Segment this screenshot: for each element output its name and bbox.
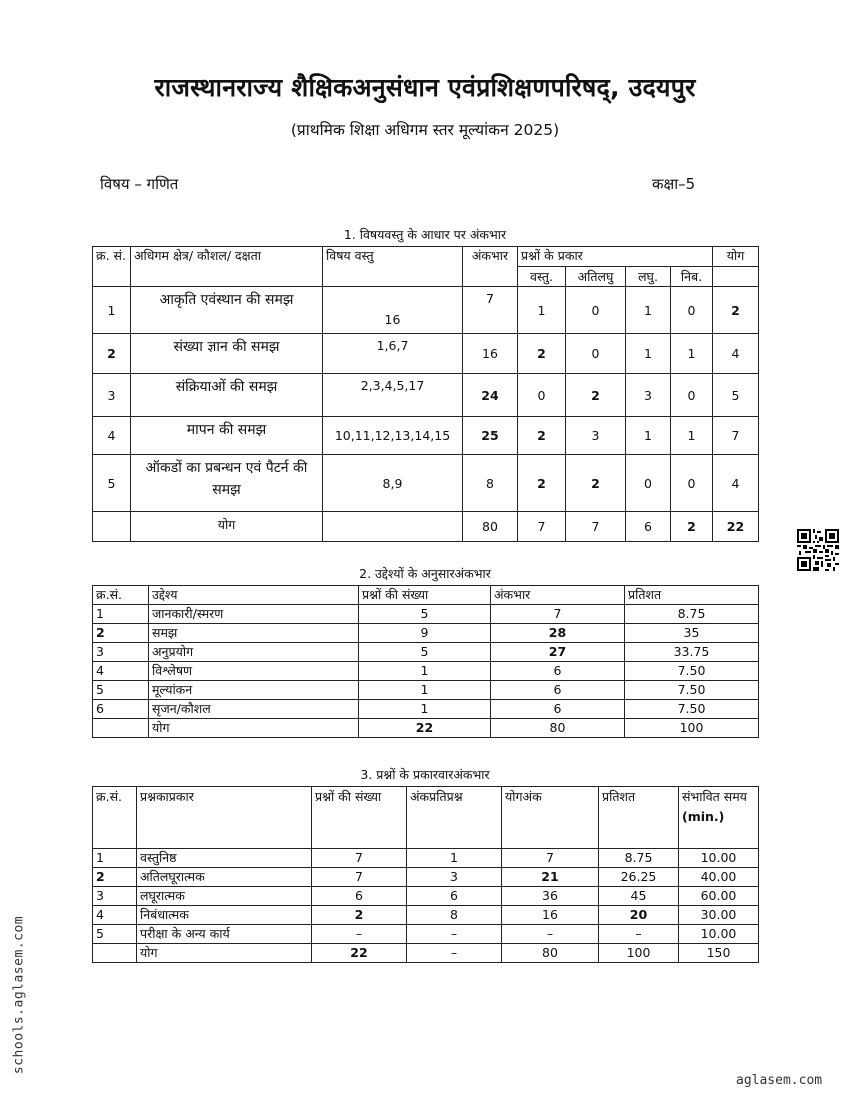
header-count: प्रश्नों की संख्या: [312, 787, 407, 849]
table-row: 4 निबंधात्मक 2 8 16 20 30.00: [93, 906, 759, 925]
table-objective-weightage: [92, 585, 759, 738]
table-question-type-weightage: [92, 786, 759, 963]
table-row: 4 विश्लेषण 1 6 7.50: [93, 662, 759, 681]
table3-caption: 3. प्रश्नों के प्रकारवारअंकभार: [360, 767, 490, 782]
header-obj: वस्तु.: [518, 267, 566, 287]
page-subtitle: (प्राथमिक शिक्षा अधिगम स्तर मूल्यांकन 2025): [290, 121, 560, 139]
table-row: 5 परीक्षा के अन्य कार्य – – – – 10.00: [93, 925, 759, 944]
table-row: 3 संक्रियाओं की समझ 2,3,4,5,17 24 0 2 3 0 5: [93, 374, 759, 417]
header-marks: योगअंक: [502, 787, 599, 849]
table-row: 6 सृजन/कौशल 1 6 7.50: [93, 700, 759, 719]
table-total-row: योग 80 7 7 6 2 22: [93, 512, 759, 542]
qr-code-icon[interactable]: [797, 529, 839, 571]
table-row: 5 मूल्यांकन 1 6 7.50: [93, 681, 759, 700]
header-content: विषय वस्तु: [323, 247, 463, 287]
table-content-weightage: [92, 246, 759, 542]
header-qtypes: प्रश्नों के प्रकार: [518, 247, 713, 267]
table-row: 2 अतिलघूरात्मक 7 3 21 26.25 40.00: [93, 868, 759, 887]
table2-caption: 2. उद्देश्यों के अनुसारअंकभार: [359, 566, 491, 581]
table-row: 1 आकृति एवंस्थान की समझ 16 7 1 0 1 0 2: [93, 287, 759, 334]
table-total-row: योग 22 – 80 100 150: [93, 944, 759, 963]
header-questions: प्रश्नों की संख्या: [359, 586, 491, 605]
page-title: राजस्थानराज्य शैक्षिकअनुसंधान एवंप्रशिक्षणपरिषद्, उदयपुर: [154, 73, 696, 102]
side-watermark: schools.aglasem.com: [11, 915, 27, 1075]
header-total: योग: [713, 247, 759, 267]
header-sno: क्र.सं.: [93, 787, 137, 849]
header-sno: क्र. सं.: [93, 247, 131, 287]
header-objective: उद्देश्य: [149, 586, 359, 605]
header-per: अंकप्रतिप्रश्न: [407, 787, 502, 849]
table-row: 3 लघूरात्मक 6 6 36 45 60.00: [93, 887, 759, 906]
header-time: संभावित समय: [682, 789, 747, 804]
header-marks: अंकभार: [491, 586, 625, 605]
table1-caption: 1. विषयवस्तु के आधार पर अंकभार: [343, 227, 507, 242]
table-total-row: योग 22 80 100: [93, 719, 759, 738]
class-label: कक्षा–5: [652, 175, 696, 193]
header-marks: अंकभार: [463, 247, 518, 287]
table-row: 4 मापन की समझ 10,11,12,13,14,15 25 2 3 1 1 7: [93, 417, 759, 455]
table-row: 2 समझ 9 28 35: [93, 624, 759, 643]
bottom-watermark: aglasem.com: [736, 1073, 823, 1088]
table-row: 1 वस्तुनिष्ठ 7 1 7 8.75 10.00: [93, 849, 759, 868]
header-essay: निब.: [671, 267, 713, 287]
table-row: 5 ऑकडों का प्रबन्धन एवं पैटर्न की समझ 8,9 8 2 2 0 0 4: [93, 455, 759, 512]
header-area: अधिगम क्षेत्र/ कौशल/ दक्षता: [131, 247, 323, 287]
header-time-unit: (min.): [682, 809, 725, 824]
header-type: प्रश्नकाप्रकार: [137, 787, 312, 849]
subject-label: विषय – गणित: [100, 175, 179, 193]
table-row: 3 अनुप्रयोग 5 27 33.75: [93, 643, 759, 662]
header-vshort: अतिलघु: [566, 267, 626, 287]
table-row: 2 संख्या ज्ञान की समझ 1,6,7 16 2 0 1 1 4: [93, 334, 759, 374]
table-row: 1 जानकारी/स्मरण 5 7 8.75: [93, 605, 759, 624]
header-percent: प्रतिशत: [625, 586, 759, 605]
header-sno: क्र.सं.: [93, 586, 149, 605]
header-percent: प्रतिशत: [599, 787, 679, 849]
header-short: लघु.: [626, 267, 671, 287]
